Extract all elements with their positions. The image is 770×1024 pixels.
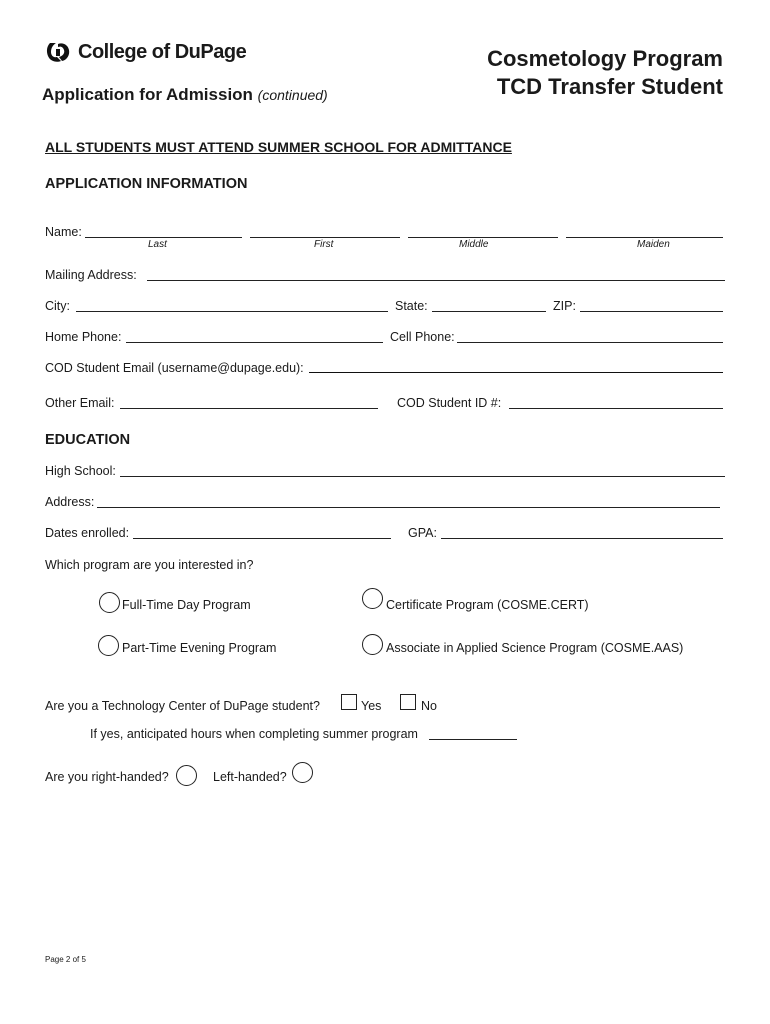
subtitle-text: Application for Admission xyxy=(42,85,253,104)
part-time-label: Part-Time Evening Program xyxy=(122,641,277,655)
gpa-field[interactable] xyxy=(441,538,723,539)
gpa-label: GPA: xyxy=(408,526,437,540)
cell-phone-field[interactable] xyxy=(457,342,723,343)
left-handed-radio[interactable] xyxy=(292,762,313,783)
high-school-label: High School: xyxy=(45,464,116,478)
program-question: Which program are you interested in? xyxy=(45,558,254,572)
school-address-label: Address: xyxy=(45,495,95,509)
city-field[interactable] xyxy=(76,311,388,312)
maiden-name-field[interactable] xyxy=(566,237,723,238)
last-name-field[interactable] xyxy=(85,237,242,238)
page-number: Page 2 of 5 xyxy=(45,955,86,964)
last-name-hint: Last xyxy=(148,239,167,250)
tcd-no-checkbox[interactable] xyxy=(400,694,416,710)
cod-email-label: COD Student Email (username@dupage.edu): xyxy=(45,361,304,375)
program-title xyxy=(487,45,723,101)
home-phone-label: Home Phone: xyxy=(45,330,122,344)
tcd-no-label: No xyxy=(421,699,437,713)
subtitle-note: (continued) xyxy=(257,87,328,103)
maiden-name-hint: Maiden xyxy=(637,239,670,250)
high-school-field[interactable] xyxy=(120,476,725,477)
mailing-address-field[interactable] xyxy=(147,280,725,281)
middle-name-hint: Middle xyxy=(459,239,489,250)
education-heading: EDUCATION xyxy=(45,432,131,448)
program-title-line-1: Cosmetology Program xyxy=(487,46,723,71)
tcd-yes-label: Yes xyxy=(361,699,382,713)
school-address-field[interactable] xyxy=(97,507,720,508)
cod-id-field[interactable] xyxy=(509,408,723,409)
part-time-radio[interactable] xyxy=(98,635,119,656)
middle-name-field[interactable] xyxy=(408,237,558,238)
full-time-label: Full-Time Day Program xyxy=(122,598,251,612)
aas-radio[interactable] xyxy=(362,634,383,655)
cod-email-field[interactable] xyxy=(309,372,723,373)
hours-field[interactable] xyxy=(429,739,517,740)
mailing-address-label: Mailing Address: xyxy=(45,268,137,282)
certificate-label: Certificate Program (COSME.CERT) xyxy=(386,598,589,612)
state-label: State: xyxy=(395,299,428,313)
logo-text: College of DuPage xyxy=(78,40,247,63)
dates-enrolled-field[interactable] xyxy=(133,538,391,539)
college-logo-icon xyxy=(45,40,71,64)
full-time-radio[interactable] xyxy=(99,592,120,613)
name-label: Name: xyxy=(45,225,82,239)
tcd-yes-checkbox[interactable] xyxy=(341,694,357,710)
summer-school-notice: ALL STUDENTS MUST ATTEND SUMMER SCHOOL FOR ADMITTANCE xyxy=(45,139,512,155)
dates-enrolled-label: Dates enrolled: xyxy=(45,526,130,540)
other-email-label: Other Email: xyxy=(45,396,115,410)
tcd-question: Are you a Technology Center of DuPage student? xyxy=(45,699,320,713)
first-name-field[interactable] xyxy=(250,237,400,238)
zip-label: ZIP: xyxy=(553,299,576,313)
cod-id-label: COD Student ID #: xyxy=(397,396,502,410)
certificate-radio[interactable] xyxy=(362,588,383,609)
left-handed-label: Left-handed? xyxy=(213,770,287,784)
zip-field[interactable] xyxy=(580,311,723,312)
college-logo xyxy=(45,40,246,64)
state-field[interactable] xyxy=(432,311,546,312)
aas-label: Associate in Applied Science Program (COSME.AAS) xyxy=(386,641,684,655)
city-label: City: xyxy=(45,299,70,313)
program-title-line-2: TCD Transfer Student xyxy=(496,74,723,99)
hours-label: If yes, anticipated hours when completing summer program xyxy=(90,727,418,741)
home-phone-field[interactable] xyxy=(126,342,383,343)
cell-phone-label: Cell Phone: xyxy=(390,330,455,344)
form-subtitle xyxy=(42,85,328,105)
other-email-field[interactable] xyxy=(120,408,378,409)
application-info-heading: APPLICATION INFORMATION xyxy=(45,176,248,192)
first-name-hint: First xyxy=(314,239,334,250)
right-handed-radio[interactable] xyxy=(176,765,197,786)
right-handed-label: Are you right-handed? xyxy=(45,770,169,784)
